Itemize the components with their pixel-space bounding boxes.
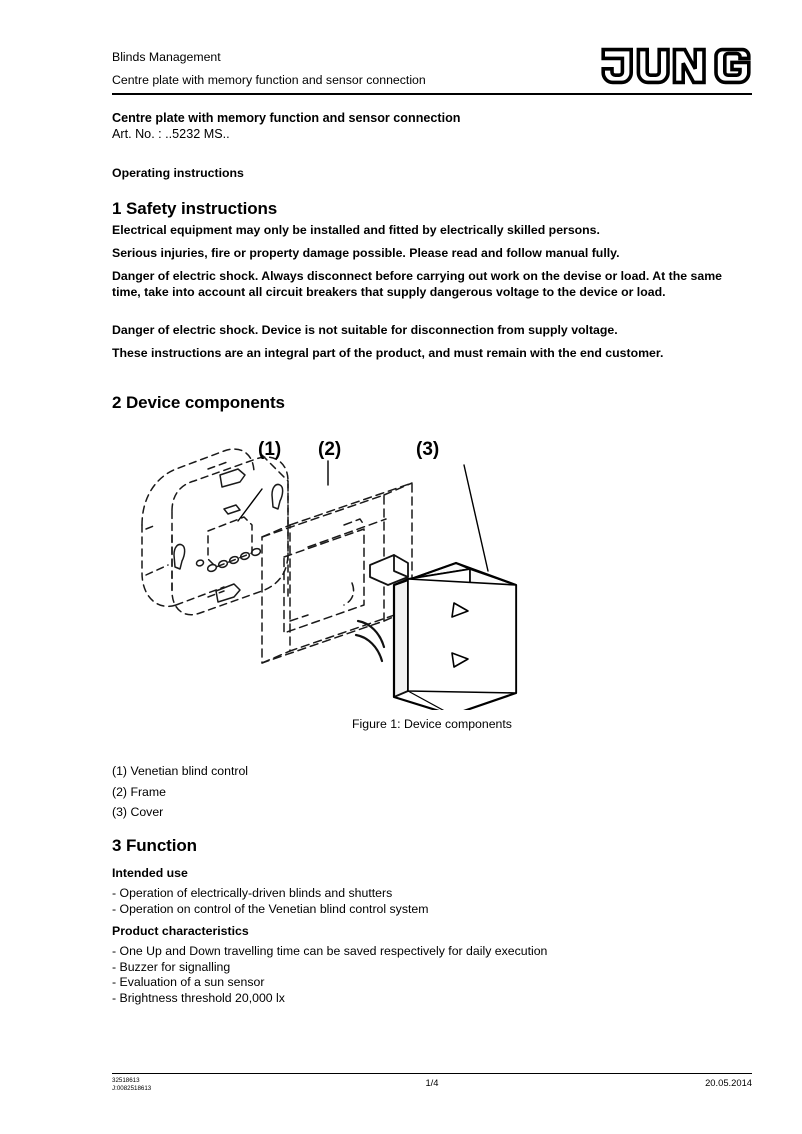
header-line-product-name: Centre plate with memory function and sensor connection <box>112 73 426 87</box>
operating-instructions-label: Operating instructions <box>112 166 244 180</box>
list-item: - Operation on control of the Venetian blind control system <box>112 901 429 916</box>
figure-legend <box>112 761 512 823</box>
heading-function: 3 Function <box>112 836 197 855</box>
footer-doc-number-alt: J:0082518613 <box>112 1085 152 1093</box>
article-number: Art. No. : ..5232 MS.. <box>112 127 230 141</box>
figure-caption: Figure 1: Device components <box>352 717 512 731</box>
intended-use-list <box>112 886 752 917</box>
footer-page-number: 1/4 <box>425 1077 439 1088</box>
heading-intended-use: Intended use <box>112 866 188 880</box>
legend-item-1: (1) Venetian blind control <box>112 764 249 778</box>
safety-paragraph-2: Serious injuries, fire or property damage possible. Please read and follow manual fully. <box>112 246 620 260</box>
figure-device-components <box>112 425 752 745</box>
list-item: - One Up and Down travelling time can be saved respectively for daily execution <box>112 944 548 958</box>
heading-device-components: 2 Device components <box>112 393 285 412</box>
safety-paragraph-5: These instructions are an integral part of the product, and must remain with the end customer. <box>112 346 664 360</box>
page-footer <box>112 1077 752 1107</box>
callout-1: (1) <box>258 439 282 460</box>
product-characteristics-list <box>112 944 752 1006</box>
legend-item-3: (3) Cover <box>112 805 164 820</box>
footer-date: 20.05.2014 <box>705 1077 752 1088</box>
list-item: - Evaluation of a sun sensor <box>112 975 265 990</box>
heading-safety-instructions: 1 Safety instructions <box>112 199 278 218</box>
title-block <box>112 110 752 142</box>
safety-paragraph-4: Danger of electric shock. Device is not suitable for disconnection from supply voltage. <box>112 323 618 337</box>
footer-doc-number: 32518613 <box>112 1077 140 1084</box>
page-header <box>112 46 752 94</box>
footer-divider <box>112 1073 752 1074</box>
list-item: - Buzzer for signalling <box>112 959 231 974</box>
jung-logo <box>600 46 752 86</box>
header-line-product-family: Blinds Management <box>112 50 221 64</box>
heading-product-characteristics: Product characteristics <box>112 924 249 938</box>
list-item: - Brightness threshold 20,000 lx <box>112 990 285 1005</box>
legend-item-2: (2) Frame <box>112 784 166 799</box>
callout-3: (3) <box>416 439 440 460</box>
safety-paragraph-1: Electrical equipment may only be installed and fitted by electrically skilled persons. <box>112 223 600 237</box>
callout-2: (2) <box>318 439 342 460</box>
header-divider <box>112 93 752 95</box>
header-text-block <box>112 46 582 92</box>
document-title: Centre plate with memory function and sensor connection <box>112 111 461 125</box>
exploded-view-drawing <box>112 425 752 710</box>
list-item: - Operation of electrically-driven blinds and shutters <box>112 886 393 900</box>
safety-paragraph-3: Danger of electric shock. Always disconnect before carrying out work on the devise or load. At the same time, take into account all circuit breakers that supply dangerous voltage to the device or load. <box>112 269 722 299</box>
